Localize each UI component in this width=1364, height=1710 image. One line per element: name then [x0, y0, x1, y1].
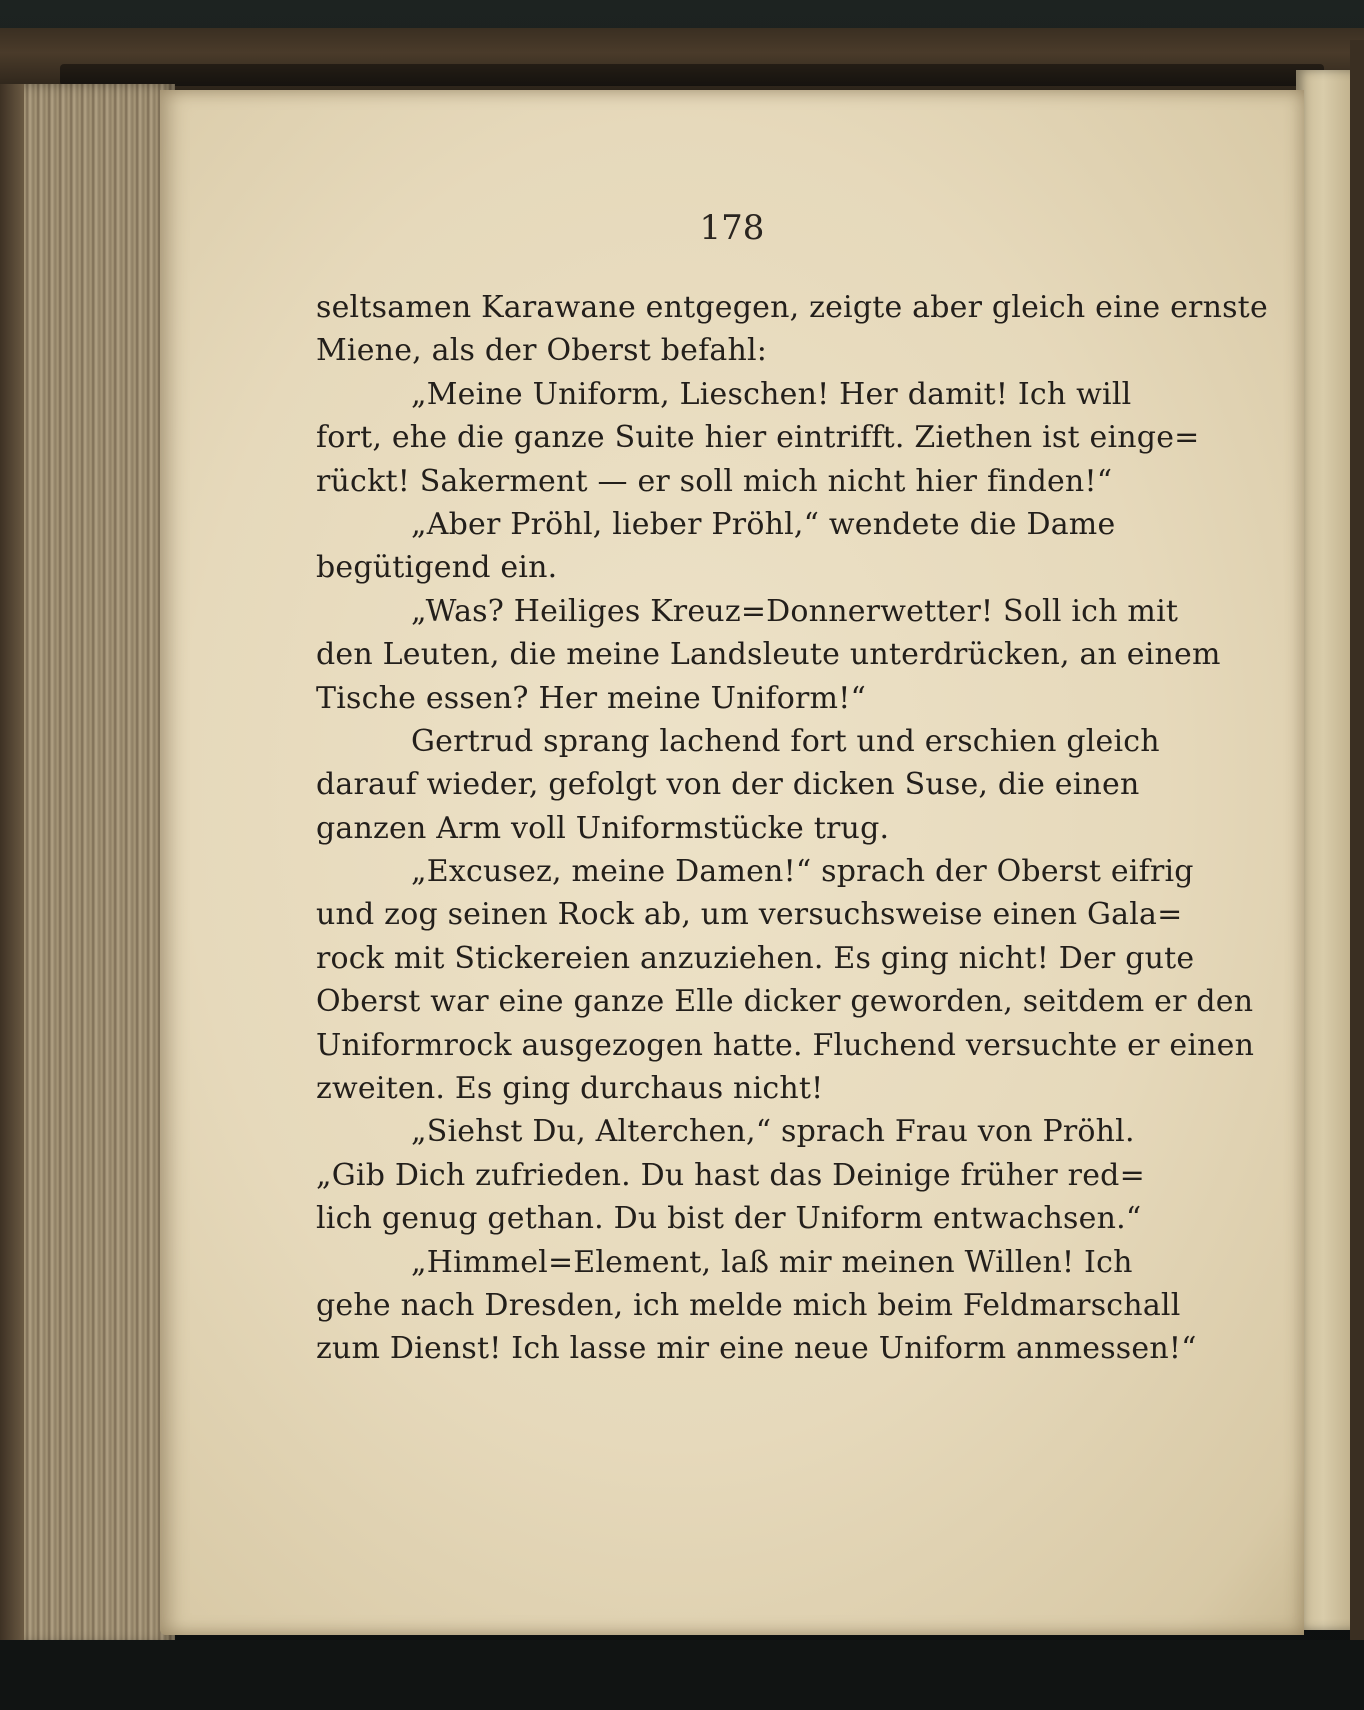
text-line: Oberst war eine ganze Elle dicker geworden, seitdem er den [316, 984, 1254, 1020]
text-line: „Was? Heiliges Kreuz=Donnerwetter! Soll ich mit [411, 593, 1179, 629]
text-line: und zog seinen Rock ab, um versuchsweise einen Gala= [316, 897, 1183, 933]
text-line: „Aber Pröhl, lieber Pröhl,“ wendete die Dame [411, 506, 1116, 542]
text-line: den Leuten, die meine Landsleute unterdrücken, an einem [316, 637, 1221, 673]
text-line: gehe nach Dresden, ich melde mich beim Feldmarschall [316, 1287, 1181, 1323]
page-stack-edges [0, 84, 175, 1644]
text-line: zum Dienst! Ich lasse mir eine neue Uniform anmessen!“ [316, 1331, 1197, 1367]
text-line: „Siehst Du, Alterchen,“ sprach Frau von Pröhl. [411, 1114, 1135, 1150]
book-cover-right-edge [1350, 40, 1364, 1660]
book-cover-top-edge [0, 28, 1364, 90]
text-line: darauf wieder, gefolgt von der dicken Suse, die einen [316, 767, 1140, 803]
text-line: „Excusez, meine Damen!“ sprach der Oberst eifrig [411, 854, 1194, 890]
text-line: fort, ehe die ganze Suite hier eintrifft. Ziethen ist einge= [316, 420, 1200, 456]
text-line: „Gib Dich zufrieden. Du hast das Deinige früher red= [316, 1157, 1145, 1193]
text-line: Uniformrock ausgezogen hatte. Fluchend versuchte er einen [316, 1027, 1255, 1063]
text-line: „Meine Uniform, Lieschen! Her damit! Ich will [411, 376, 1132, 412]
text-line: seltsamen Karawane entgegen, zeigte aber gleich eine ernste [316, 290, 1268, 325]
text-line: Miene, als der Oberst befahl: [316, 333, 768, 369]
text-line: Tische essen? Her meine Uniform!“ [316, 680, 866, 716]
text-line: zweiten. Es ging durchaus nicht! [316, 1071, 824, 1107]
page-number: 178 [699, 208, 765, 248]
text-line: begütigend ein. [316, 550, 558, 586]
background-bottom [0, 1640, 1364, 1710]
text-line: rückt! Sakerment — er soll mich nicht hier finden!“ [316, 463, 1113, 499]
text-line: „Himmel=Element, laß mir meinen Willen! Ich [411, 1244, 1133, 1280]
text-line: rock mit Stickereien anzuziehen. Es ging nicht! Der gute [316, 940, 1195, 976]
page-text [316, 286, 1268, 1371]
text-line: Gertrud sprang lachend fort und erschien gleich [411, 723, 1160, 759]
text-line: lich genug gethan. Du bist der Uniform entwachsen.“ [316, 1201, 1142, 1237]
book-page [160, 90, 1304, 1635]
text-line: ganzen Arm voll Uniformstücke trug. [316, 810, 890, 846]
